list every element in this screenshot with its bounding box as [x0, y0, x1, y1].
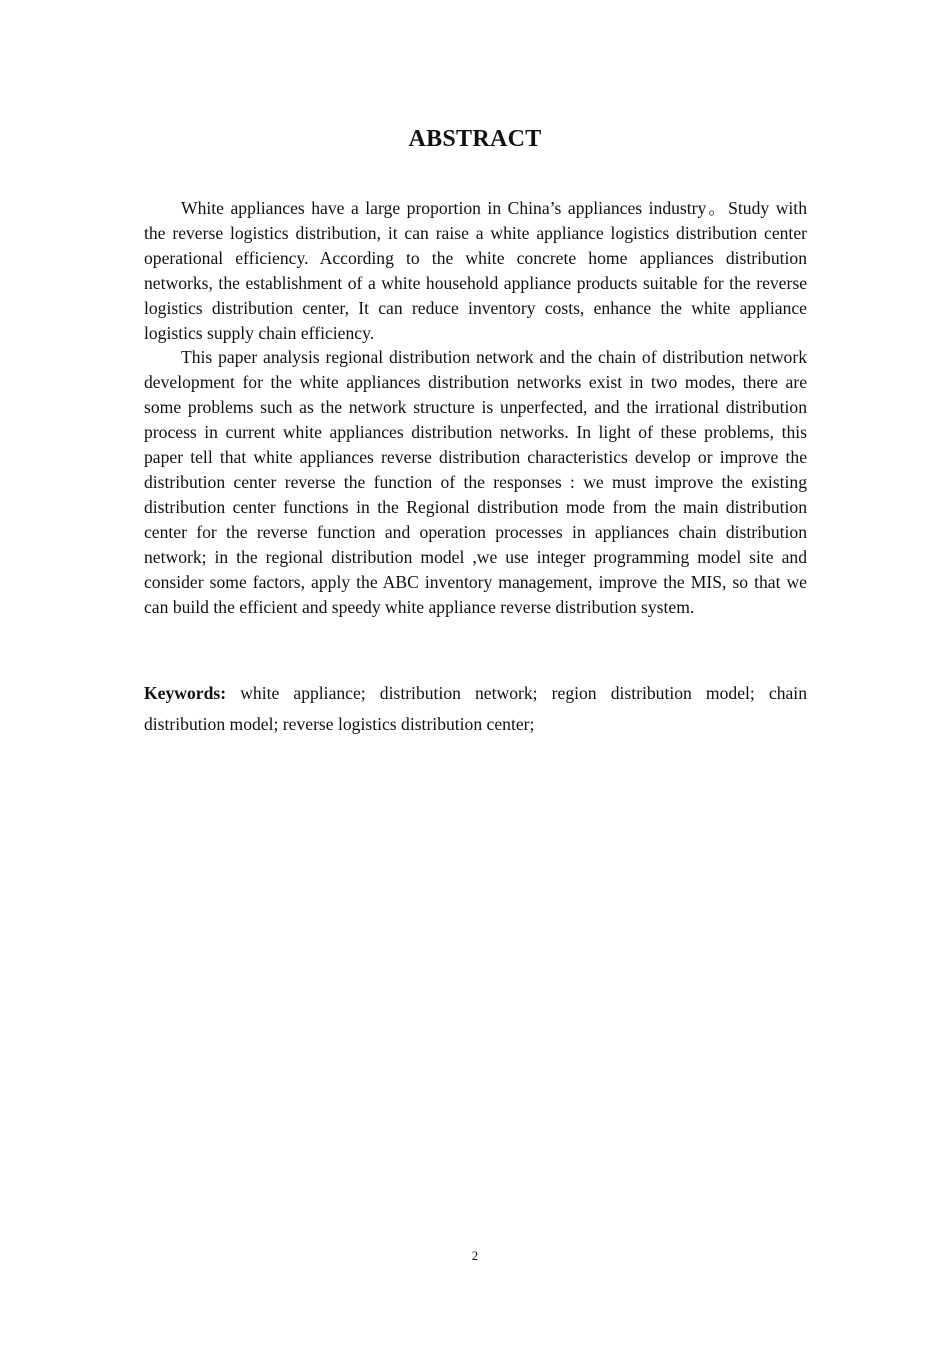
- abstract-body: [144, 196, 807, 619]
- page-number: 2: [471, 1248, 479, 1263]
- abstract-title: ABSTRACT: [408, 126, 542, 152]
- keywords-label: Keywords:: [144, 683, 227, 703]
- keywords-block: [144, 678, 807, 740]
- abstract-paragraph-2: This paper analysis regional distribution network and the chain of distribution network development for the white appliances distribution networks exist in two modes, there are some problems such as the network structure is unperfected, and the irrational distribution process in current white appliances distribution networks. In light of these problems, this paper tell that white appliances reverse distribution characteristics develop or improve the distribution center reverse the function of the responses : we must improve the existing distribution center functions in the Regional distribution mode from the main distribution center for the reverse function and operation processes in appliances chain distribution network; in the regional distribution model ,we use integer programming model site and consider some factors, apply the ABC inventory management, improve the MIS, so that we can build the efficient and speedy white appliance reverse distribution system.: [144, 347, 807, 617]
- keywords-text: white appliance; distribution network; region distribution model; chain distribution model; reverse logistics distribution center;: [144, 683, 807, 734]
- abstract-paragraph-1: White appliances have a large proportion in China’s appliances industry。Study with the reverse logistics distribution, it can raise a white appliance logistics distribution center operational efficiency. According to the white concrete home appliances distribution networks, the establishment of a white household appliance products suitable for the reverse logistics distribution center, It can reduce inventory costs, enhance the white appliance logistics supply chain efficiency.: [144, 198, 807, 343]
